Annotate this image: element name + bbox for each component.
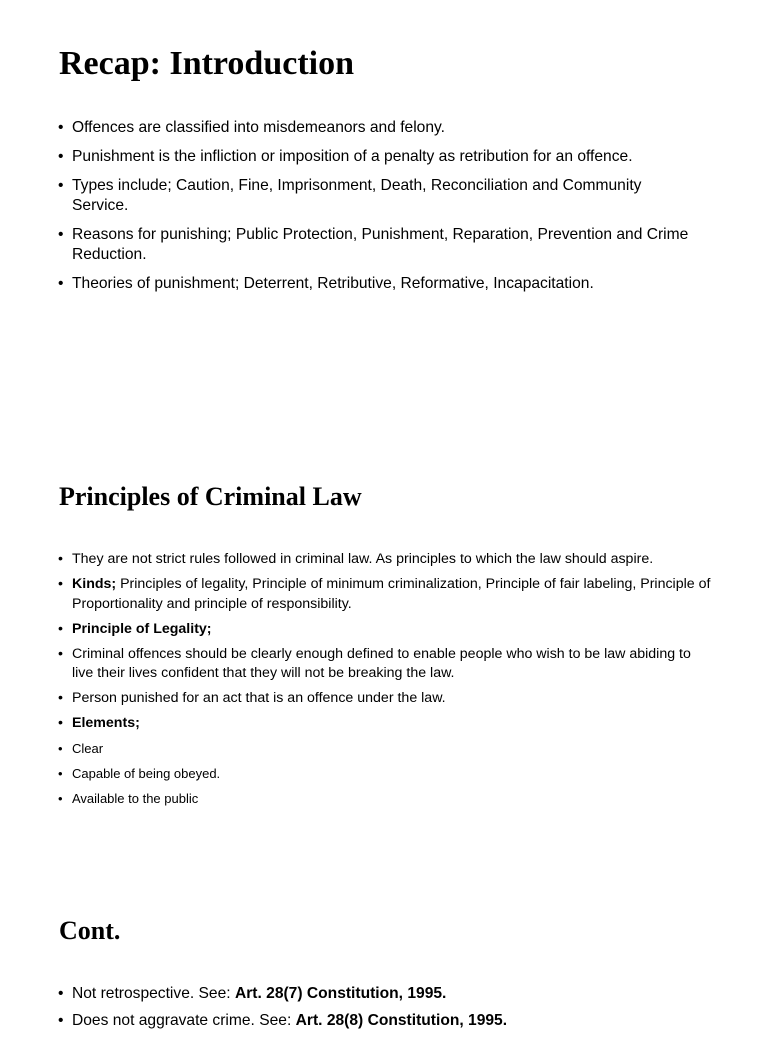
bullet-text: Available to the public: [72, 791, 199, 806]
bullet-item: [58, 764, 713, 784]
bullet-icon: •: [58, 645, 63, 662]
bullet-icon: •: [58, 576, 63, 592]
bullet-bold-text: Kinds;: [72, 576, 117, 592]
bullet-text: Offences are classified into misdemeanors and felony.: [72, 119, 446, 136]
bullet-list: [58, 550, 713, 814]
bullet-item: [58, 984, 698, 1004]
bullet-bold-text: Principle of Legality;: [72, 620, 212, 637]
bullet-item: [58, 147, 698, 167]
bullet-text: They are not strict rules followed in criminal law. As principles to which the law should aspire.: [72, 551, 654, 567]
bullet-bold-text: Elements;: [72, 715, 140, 731]
bullet-item: [58, 620, 713, 640]
bullet-text: Reasons for punishing; Public Protection, Punishment, Reparation, Prevention and Crime Reduction.: [72, 226, 689, 263]
bullet-bold-text: Art. 28(8) Constitution, 1995.: [295, 1012, 508, 1029]
bullet-icon: •: [58, 791, 63, 806]
slide-cont: [0, 890, 768, 1029]
slide-title: Recap: Introduction: [59, 45, 354, 82]
bullet-item: [58, 789, 713, 809]
bullet-item: [58, 689, 713, 709]
slide-title: Cont.: [59, 916, 121, 945]
bullet-item: [58, 274, 698, 294]
bullet-list: [58, 118, 698, 303]
bullet-icon: •: [58, 715, 63, 731]
bullet-icon: •: [58, 275, 64, 292]
bullet-text: Theories of punishment; Deterrent, Retributive, Reformative, Incapacitation.: [72, 275, 594, 292]
bullet-item: [58, 714, 713, 734]
bullet-text: Clear: [72, 741, 104, 756]
bullet-icon: •: [58, 620, 63, 637]
bullet-item: [58, 739, 713, 759]
bullet-icon: •: [58, 119, 64, 136]
bullet-item: [58, 575, 713, 614]
slide-recap-introduction: [0, 0, 768, 420]
bullet-icon: •: [58, 690, 63, 706]
bullet-text: Punishment is the infliction or imposition of a penalty as retribution for an offence.: [72, 148, 633, 165]
bullet-item: [58, 645, 713, 684]
bullet-icon: •: [58, 766, 63, 781]
bullet-list: [58, 984, 698, 1038]
bullet-icon: •: [58, 148, 64, 165]
bullet-icon: •: [58, 226, 64, 243]
bullet-text: Person punished for an act that is an offence under the law.: [72, 690, 446, 706]
bullet-icon: •: [58, 551, 63, 567]
slide-title: Principles of Criminal Law: [59, 482, 362, 511]
bullet-item: [58, 118, 698, 138]
slide-principles-of-criminal-law: [0, 420, 768, 890]
bullet-item: [58, 1011, 698, 1031]
bullet-text: Does not aggravate crime. See:: [72, 1012, 296, 1029]
bullet-item: [58, 550, 713, 570]
bullet-text: Criminal offences should be clearly enough defined to enable people who wish to be law abiding to live their lives confident that they will not be breaking the law.: [72, 645, 691, 681]
bullet-text: Capable of being obeyed.: [72, 766, 221, 781]
bullet-icon: •: [58, 1012, 64, 1029]
bullet-text: Principles of legality, Principle of minimum criminalization, Principle of fair labeling, Principle of Proportionality and principle of responsibility.: [72, 576, 711, 612]
bullet-item: [58, 176, 698, 216]
bullet-text: Not retrospective. See:: [72, 985, 235, 1002]
bullet-text: Types include; Caution, Fine, Imprisonment, Death, Reconciliation and Community Service.: [72, 177, 642, 214]
bullet-icon: •: [58, 985, 64, 1002]
bullet-item: [58, 225, 698, 265]
bullet-icon: •: [58, 177, 64, 194]
bullet-bold-text: Art. 28(7) Constitution, 1995.: [234, 985, 447, 1002]
bullet-icon: •: [58, 741, 63, 756]
